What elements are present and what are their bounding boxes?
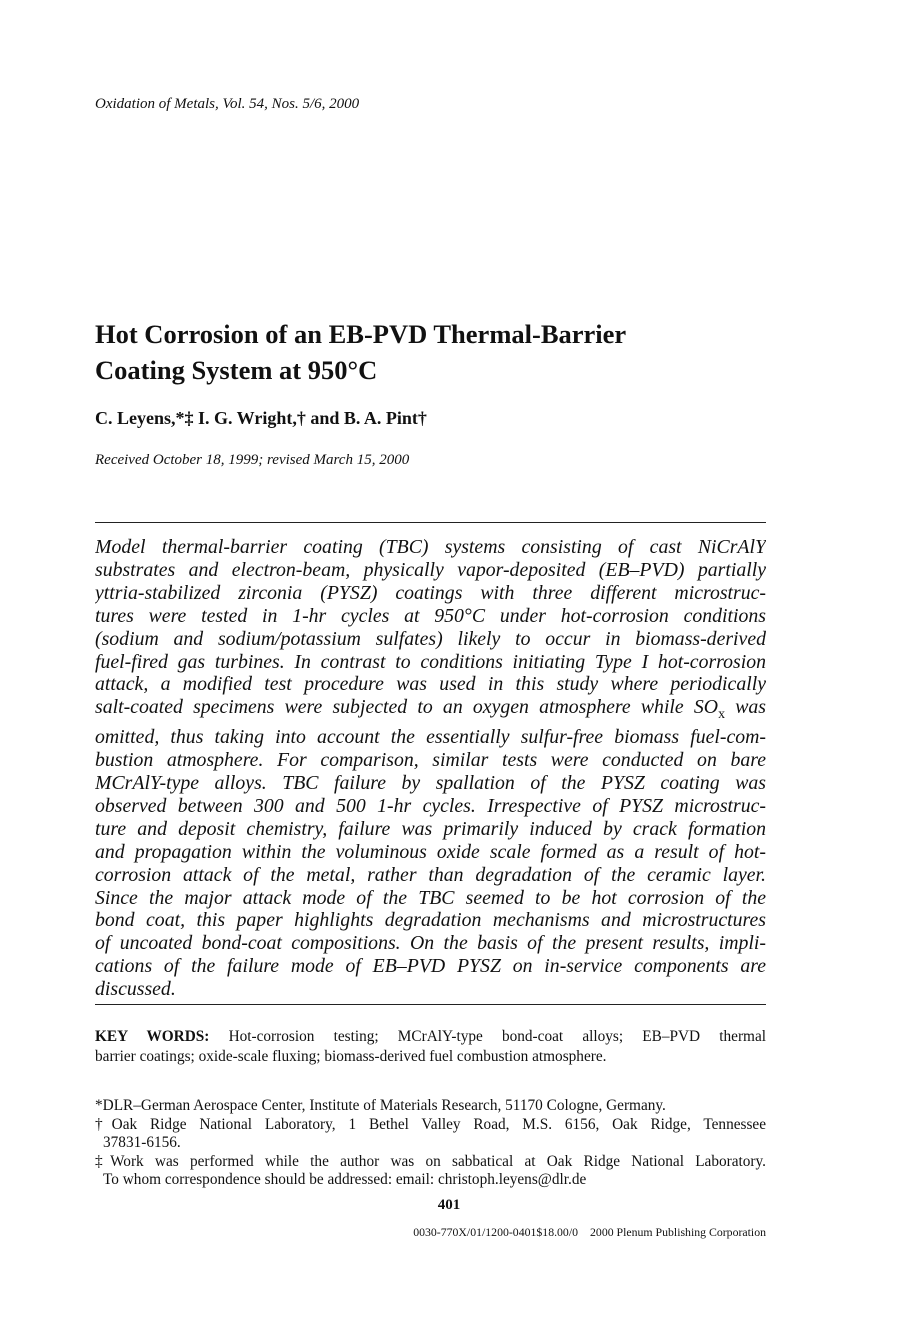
- footnotes: [95, 1097, 766, 1190]
- authors: C. Leyens,*‡ I. G. Wright,† and B. A. Pint†: [95, 408, 427, 428]
- journal-citation: Oxidation of Metals, Vol. 54, Nos. 5/6, 2000: [95, 96, 360, 112]
- abstract-line: cations of the failure mode of EB–PVD PYSZ on in-service components are: [95, 955, 766, 978]
- footnote-line: To whom correspondence should be addressed: email: christoph.leyens@dlr.de: [103, 1171, 587, 1189]
- abstract-line: MCrAlY-type alloys. TBC failure by spallation of the PYSZ coating was: [95, 772, 766, 795]
- abstract-line: tures were tested in 1-hr cycles at 950°C under hot-corrosion conditions: [95, 604, 766, 627]
- abstract-line: yttria-stabilized zirconia (PYSZ) coatings with three different microstruc-: [95, 581, 766, 604]
- copyright-code: 0030-770X/01/1200-0401$18.00/0: [413, 1225, 579, 1239]
- abstract-line: bond coat, this paper highlights degradation mechanisms and microstructures: [95, 909, 766, 932]
- abstract-line: omitted, thus taking into account the essentially sulfur-free biomass fuel-com-: [95, 726, 766, 749]
- footnote-correspondence: [95, 1153, 766, 1190]
- abstract-line: and propagation within the voluminous oxide scale formed as a result of hot-: [95, 840, 766, 863]
- copyright-line: [413, 1225, 766, 1240]
- abstract-line: Model thermal-barrier coating (TBC) systems consisting of cast NiCrAlY: [95, 536, 766, 558]
- keywords-line-2: barrier coatings; oxide-scale fluxing; biomass-derived fuel combustion atmosphere.: [95, 1048, 607, 1065]
- footnote-affiliation-ornl: [95, 1116, 766, 1153]
- paper-title: [95, 316, 775, 388]
- subscript-x: x: [718, 706, 726, 722]
- title-line-2: Coating System at 950°C: [95, 355, 378, 385]
- page-number: 401: [437, 1197, 461, 1213]
- received-dates: Received October 18, 1999; revised March 15, 2000: [95, 452, 410, 468]
- footnote-line: *DLR–German Aerospace Center, Institute of Materials Research, 51170 Cologne, Germany.: [95, 1097, 666, 1114]
- keywords-line-1: [95, 1027, 766, 1047]
- abstract-line: Since the major attack mode of the TBC seemed to be hot corrosion of the: [95, 886, 766, 909]
- keywords: [95, 1027, 766, 1067]
- footnote-line: 37831-6156.: [103, 1134, 181, 1152]
- abstract-line: (sodium and sodium/potassium sulfates) likely to occur in biomass-derived: [95, 627, 766, 650]
- abstract: [95, 536, 766, 1001]
- footnote-line: ‡Work was performed while the author was on sabbatical at Oak Ridge National Laboratory.: [95, 1152, 766, 1170]
- abstract-line: discussed.: [95, 978, 176, 1001]
- abstract-line: ture and deposit chemistry, failure was primarily induced by crack formation: [95, 817, 766, 840]
- title-line-1: Hot Corrosion of an EB-PVD Thermal-Barrier: [95, 319, 627, 349]
- keywords-text-1: Hot-corrosion testing; MCrAlY-type bond-coat alloys; EB–PVD thermal: [228, 1028, 766, 1045]
- abstract-line: of uncoated bond-coat compositions. On the basis of the present results, impli-: [95, 932, 766, 955]
- copyright-publisher: 2000 Plenum Publishing Corporation: [590, 1225, 766, 1239]
- abstract-top-rule: [95, 522, 766, 523]
- abstract-line: observed between 300 and 500 1-hr cycles. Irrespective of PYSZ microstruc-: [95, 794, 766, 817]
- footnote-affiliation-dlr: [95, 1097, 766, 1116]
- abstract-line: bustion atmosphere. For comparison, similar tests were conducted on bare: [95, 749, 766, 772]
- abstract-line: fuel-fired gas turbines. In contrast to conditions initiating Type I hot-corrosion: [95, 650, 766, 673]
- keywords-label: KEY WORDS:: [95, 1028, 210, 1045]
- abstract-bottom-rule: [95, 1004, 766, 1005]
- abstract-line: attack, a modified test procedure was used in this study where periodically: [95, 673, 766, 696]
- abstract-line: salt-coated specimens were subjected to an oxygen atmosphere while $SO_x$ was: [95, 696, 766, 722]
- abstract-line: substrates and electron-beam, physically vapor-deposited (EB–PVD) partially: [95, 558, 766, 581]
- footnote-line: †Oak Ridge National Laboratory, 1 Bethel Valley Road, M.S. 6156, Oak Ridge, Tennessee: [95, 1115, 766, 1133]
- abstract-line: corrosion attack of the metal, rather than degradation of the ceramic layer.: [95, 863, 766, 886]
